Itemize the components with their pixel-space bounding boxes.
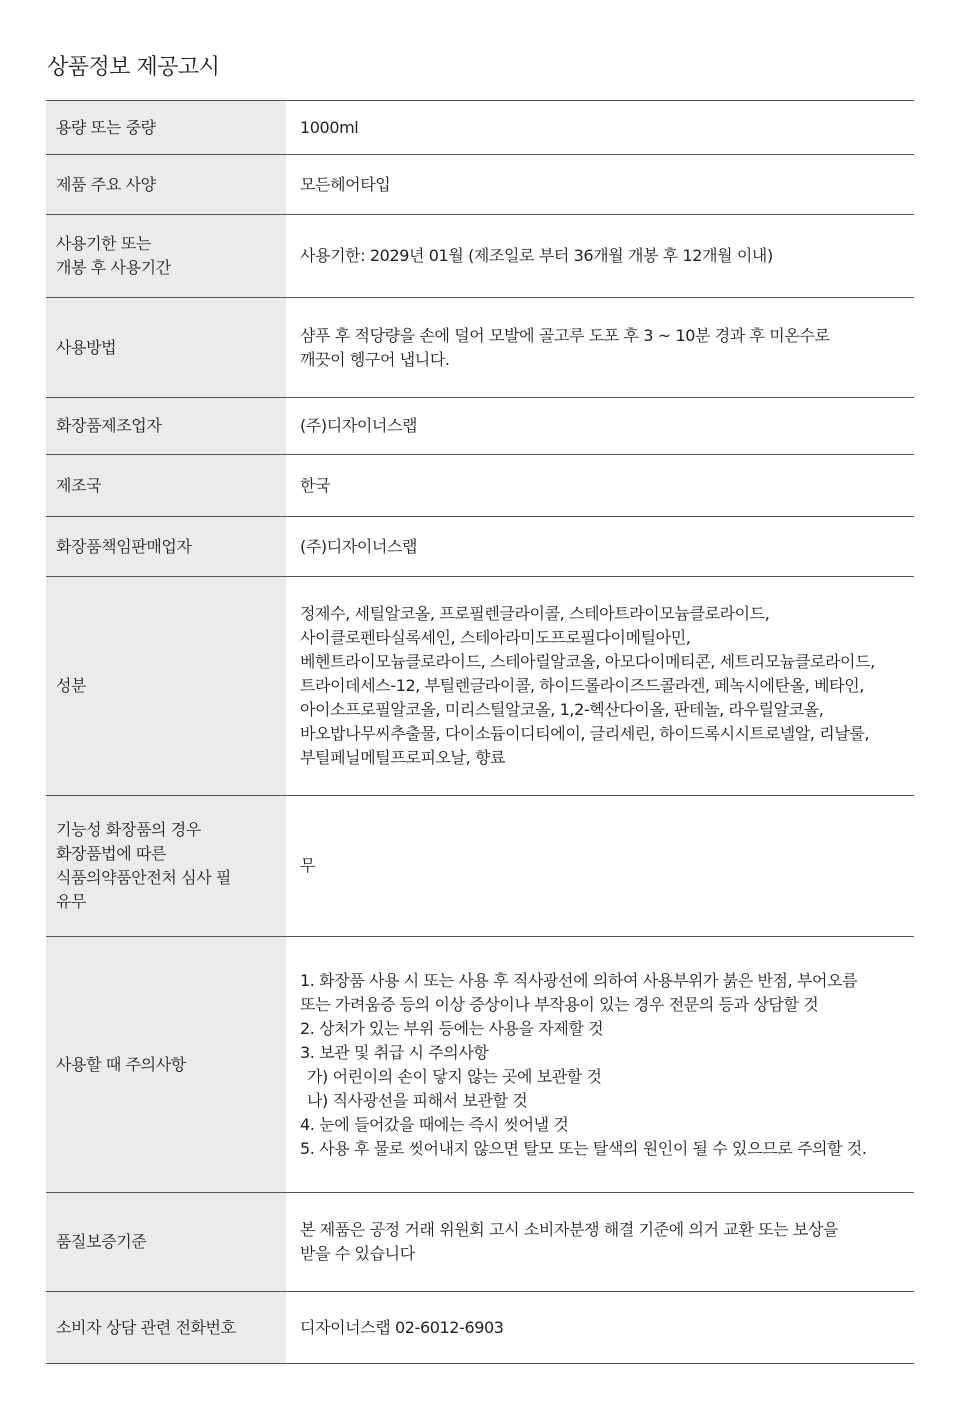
row-value: [286, 101, 914, 155]
row-value: [286, 796, 914, 937]
row-label: [46, 215, 286, 298]
value-line: 정제수, 세틸알코올, 프로필렌글라이콜, 스테아트라이모늄클로라이드,: [300, 604, 770, 623]
row-value: [286, 1292, 914, 1364]
value-line: 깨끗이 헹구어 냅니다.: [300, 349, 450, 369]
row-label: [46, 517, 286, 577]
row-value: [286, 298, 914, 398]
row-label: [46, 101, 286, 155]
value-line: 베헨트라이모늄클로라이드, 스테아릴알코올, 아모다이메티콘, 세트리모늄클로라이드,: [300, 652, 875, 671]
label-line: 사용할 때 주의사항: [56, 1054, 186, 1074]
value-line: 가) 어린이의 손이 닿지 않는 곳에 보관할 것: [307, 1066, 602, 1086]
value-line: 4. 눈에 들어갔을 때에는 즉시 씻어낼 것: [300, 1114, 569, 1134]
value-line: 샴푸 후 적당량을 손에 덜어 모발에 골고루 도포 후 3 ~ 10분 경과 후 미온수로: [300, 325, 830, 345]
table-row: [46, 455, 914, 517]
row-value: [286, 937, 914, 1193]
label-line: 개봉 후 사용기간: [56, 258, 171, 277]
row-value: [286, 455, 914, 517]
value-line: 트라이데세스-12, 부틸렌글라이콜, 하이드롤라이즈드콜라겐, 페녹시에탄올, 베타인,: [300, 676, 864, 695]
row-value: [286, 517, 914, 577]
row-label: [46, 796, 286, 937]
label-line: 화장품법에 따른: [56, 844, 167, 863]
label-line: 소비자 상담 관련 전화번호: [56, 1317, 236, 1337]
label-line: 품질보증기준: [56, 1232, 147, 1251]
value-line: 5. 사용 후 물로 씻어내지 않으면 탈모 또는 탈색의 원인이 될 수 있으므로 주의할 것.: [300, 1138, 867, 1158]
value-line: 바오밥나무씨추출물, 다이소듐이디티에이, 글리세린, 하이드록시시트로넬알, 리날룰,: [300, 724, 870, 743]
value-line: 부틸페닐메틸프로피오날, 향료: [300, 748, 506, 767]
label-line: 화장품책임판매업자: [56, 536, 192, 556]
value-line: 아이소프로필알코올, 미리스틸알코올, 1,2-헥산다이올, 판테놀, 라우릴알코올,: [300, 700, 824, 719]
value-line: 3. 보관 및 취급 시 주의사항: [300, 1042, 489, 1062]
label-line: 사용방법: [56, 337, 117, 357]
row-label: [46, 577, 286, 796]
row-value: [286, 1193, 914, 1292]
value-line: 디자이너스랩 02-6012-6903: [300, 1317, 504, 1337]
value-line: 1. 화장품 사용 시 또는 사용 후 직사광선에 의하여 사용부위가 붉은 반점, 부어오름: [300, 970, 858, 990]
value-line: 본 제품은 공정 거래 위원회 고시 소비자분쟁 해결 기준에 의거 교환 또는 보상을: [300, 1220, 839, 1239]
value-line: 사용기한: 2029년 01월 (제조일로 부터 36개월 개봉 후 12개월 이내): [300, 246, 773, 265]
label-line: 식품의약품안전처 심사 필: [56, 868, 231, 887]
table-row: [46, 101, 914, 155]
value-line: 사이클로펜타실록세인, 스테아라미도프로필다이메틸아민,: [300, 628, 691, 647]
value-line: 또는 가려움증 등의 이상 증상이나 부작용이 있는 경우 전문의 등과 상담할 것: [300, 994, 819, 1014]
table-row: [46, 215, 914, 298]
table-row: [46, 577, 914, 796]
label-line: 용량 또는 중량: [56, 117, 156, 137]
label-line: 제품 주요 사양: [56, 174, 156, 194]
label-line: 성분: [56, 676, 87, 695]
table-row: [46, 298, 914, 398]
row-label: [46, 155, 286, 215]
label-line: 화장품제조업자: [56, 416, 162, 435]
table-row: [46, 1193, 914, 1292]
value-line: 나) 직사광선을 피해서 보관할 것: [307, 1090, 528, 1110]
value-line: 1000ml: [300, 117, 359, 137]
row-value: [286, 577, 914, 796]
row-label: [46, 455, 286, 517]
table-row: [46, 398, 914, 455]
value-line: 받을 수 있습니다: [300, 1244, 415, 1263]
table-row: [46, 1292, 914, 1364]
table-row: [46, 155, 914, 215]
value-line: (주)디자이너스랩: [300, 416, 418, 435]
row-label: [46, 398, 286, 455]
value-line: 2. 상처가 있는 부위 등에는 사용을 자제할 것: [300, 1018, 604, 1038]
label-line: 제조국: [56, 475, 102, 495]
row-label: [46, 1193, 286, 1292]
table-row: [46, 517, 914, 577]
label-line: 유무: [56, 892, 87, 911]
row-label: [46, 298, 286, 398]
label-line: 사용기한 또는: [56, 234, 152, 253]
product-info-table: [46, 100, 914, 1364]
label-line: 기능성 화장품의 경우: [56, 820, 201, 839]
row-label: [46, 937, 286, 1193]
table-row: [46, 937, 914, 1193]
section-title: 상품정보 제공고시: [47, 55, 220, 80]
row-value: [286, 398, 914, 455]
row-label: [46, 1292, 286, 1364]
row-value: [286, 215, 914, 298]
value-line: 모든헤어타입: [300, 174, 391, 194]
value-line: (주)디자이너스랩: [300, 536, 418, 556]
row-value: [286, 155, 914, 215]
table-row: [46, 796, 914, 937]
value-line: 한국: [300, 475, 331, 495]
value-line: 무: [300, 856, 316, 875]
